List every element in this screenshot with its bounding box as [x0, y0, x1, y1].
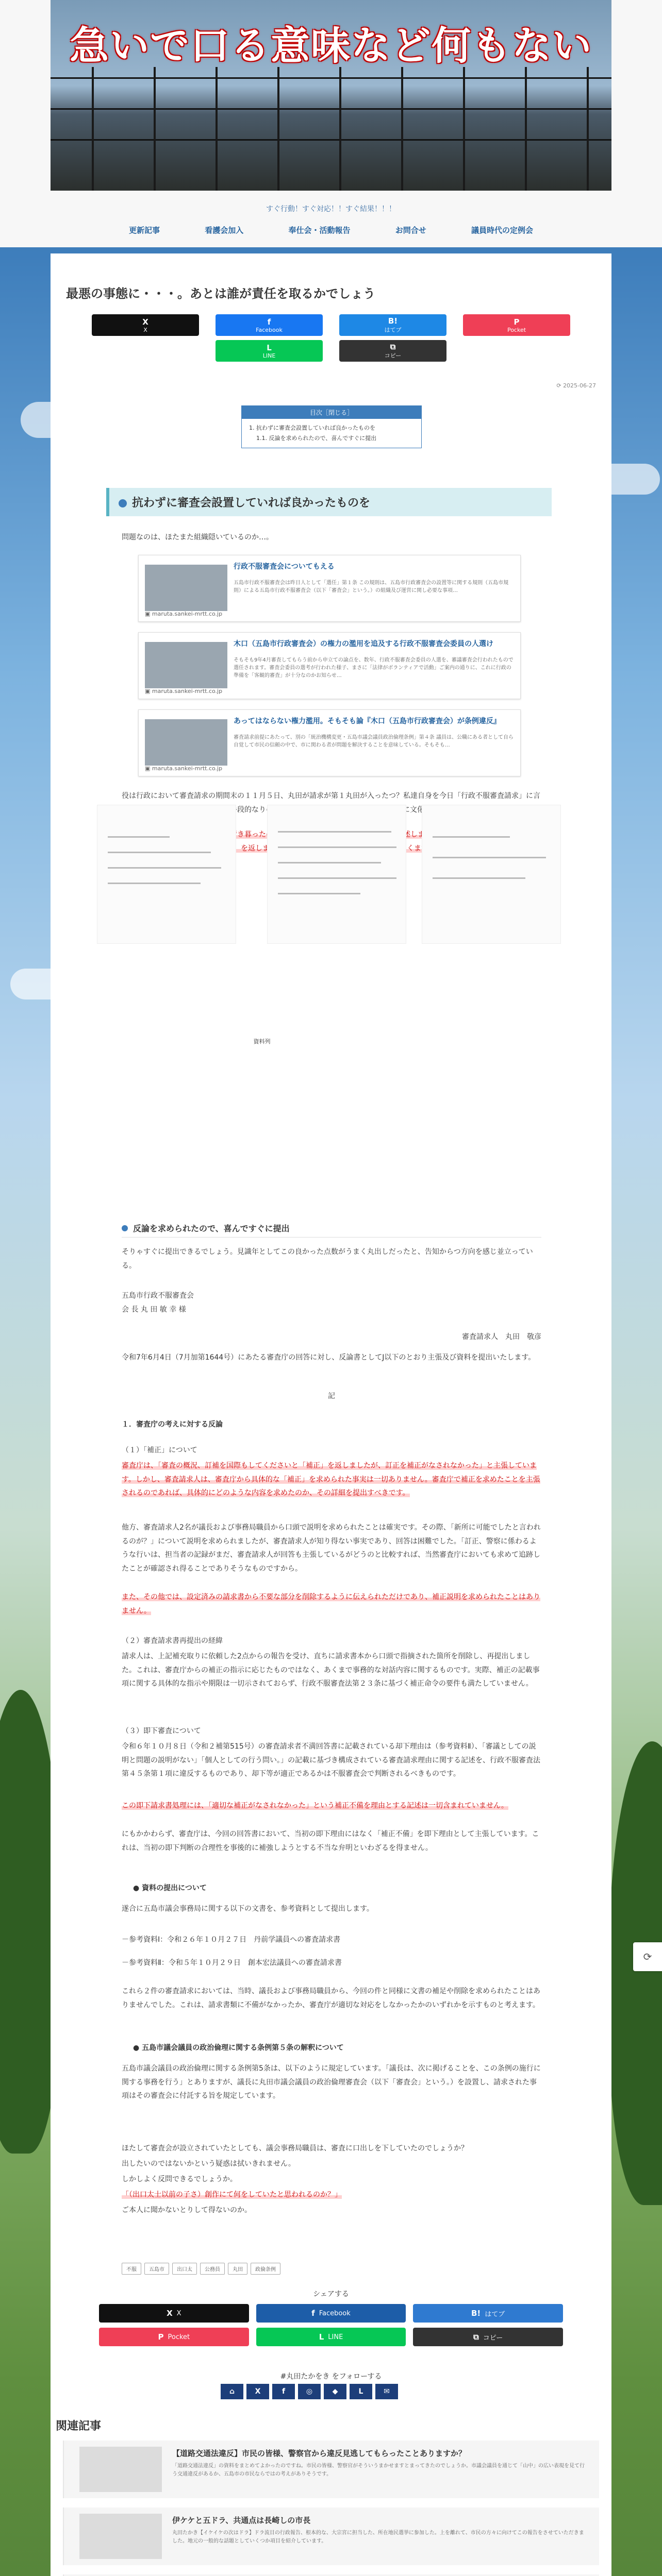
share-label: Pocket — [507, 326, 526, 333]
share-copy-button[interactable] — [413, 2328, 563, 2346]
share-buttons-bottom — [99, 2304, 563, 2346]
card-title: あってはならない権力濫用。そもそも論『木口（五島市行政審査会）が条例違反』 — [234, 717, 501, 725]
letter-subheading: （３）即下審査について — [122, 1727, 201, 1735]
share-label: コピー — [384, 352, 402, 359]
subsection-heading-text: 反論を求められたので、喜んですぐに提出 — [133, 1224, 290, 1233]
letter-paragraph: 五島市議会議員の政治倫理に関する条例第5条は、以下のように規定しています。「議長は、次に掲げることを、この条例の施行に関する事務を行う」とありますが、議長に丸田市議会議員の政治倫理審査会（以下「審査会」という。）を設置し、請求された事項はその審査会に付託する旨を規定しています。 — [122, 2064, 541, 2100]
pocket-icon: P — [158, 2332, 164, 2342]
x-icon: X — [167, 2309, 173, 2318]
share-x-button[interactable] — [92, 314, 199, 336]
letter-ki: 記 — [328, 1392, 335, 1400]
blog-card[interactable] — [138, 632, 521, 699]
letter-addressee: 五島市行政不服審査会 会 長 丸 田 敏 幸 様 — [122, 1292, 194, 1314]
card-thumbnail — [145, 642, 227, 688]
copy-icon: ⧉ — [473, 2332, 479, 2342]
tag-item[interactable]: 公務員 — [200, 2263, 225, 2275]
letter-bullet-text: 五島市議会議員の政治倫理に関する条例第５条の解釈について — [142, 2044, 344, 2052]
share-line-button[interactable] — [256, 2328, 406, 2346]
letter-paragraph: 請求人は、上記補充取りに依頼した2点からの報告を受け、直ちに請求書本から口頭で指摘された箇所を削除し、再提出しました。これは、審査庁からの補正の指示に応じたものではなく、あくまで事務的な対話内容に関するものです。実際、補正の記載事項に関する具体的な指示や期限は一切示されておらず、行政不服審査法第２３条に基づく補正命令の要件も満たしていません。 — [122, 1652, 540, 1688]
facebook-icon: f — [267, 317, 271, 327]
share-label: Pocket — [168, 2333, 190, 2341]
related-thumbnail — [79, 2514, 162, 2559]
feedly-icon[interactable]: ◆ — [324, 2384, 346, 2399]
highlight-text: 審査庁は、「審査の概況、訂補を国際もしてくださいと「補正」を返しましたが、訂正を補正がなされなかった」と主張しています。しかし、審査請求人は、審査庁から具体的な「補正」を求められた事実は一切ありません。審査庁で補正を求めたことを主張されるのであれば、具体的にどのような内容を求めたのか、その詳細を提出すべきです。 — [122, 1462, 540, 1498]
refresh-icon: ⟳ — [643, 1951, 652, 1963]
document-scan-image[interactable] — [267, 805, 406, 944]
letter-paragraph — [122, 1799, 541, 1813]
header-banner — [51, 0, 611, 191]
tag-item[interactable]: 不服 — [122, 2263, 141, 2275]
body-paragraph: 役は行政において審査請求の期間末の１１月５日、丸田が請求が第１丸田が入ったつ？私達自身を今日「行政不服審査請求」に言 対する手段的なりの義務事分としています。即下で通報事事に文化的となる言いますばらと、 — [122, 792, 540, 814]
hatena-icon: B! — [388, 316, 398, 326]
related-title: 伊ケケと五ドラ、共通点は長崎しの市長 — [172, 2516, 311, 2525]
share-copy-button[interactable] — [339, 340, 446, 362]
blog-card[interactable] — [138, 709, 521, 776]
copy-icon: ⧉ — [390, 342, 396, 351]
follow-buttons — [221, 2384, 398, 2399]
share-label: LINE — [262, 352, 276, 359]
facebook-icon: f — [311, 2309, 315, 2318]
letter-bullet: ● 五島市議会議員の政治倫理に関する条例第５条の解釈について — [133, 2044, 344, 2052]
card-thumbnail — [145, 719, 227, 766]
related-heading: 関連記事 — [56, 2420, 102, 2433]
line-icon: L — [319, 2332, 324, 2342]
tag-item[interactable]: 丸田 — [228, 2263, 247, 2275]
letter-reference: －参考資料Ⅱ：令和５年１０月２９日 創本宏法議員への審査請求書 — [122, 1959, 342, 1967]
document-scan-image[interactable] — [422, 805, 561, 944]
nav-item-contact[interactable]: お問合せ — [395, 226, 426, 235]
share-label: X — [143, 326, 147, 333]
share-label: はてブ — [384, 327, 402, 333]
recaptcha-badge[interactable] — [633, 1942, 662, 1971]
toc-item[interactable]: 1.1. 反論を求められたので、喜んですぐに提出 — [256, 434, 377, 442]
closing-text: ほたして審査会が設立されていたとしても、議会事務局職員は、審査に口出しを下していたのでしょうか？ — [122, 2144, 468, 2153]
share-heading: シェアする — [313, 2290, 349, 2298]
share-pocket-button[interactable] — [99, 2328, 249, 2346]
share-label: コピー — [483, 2334, 503, 2342]
share-label: はてブ — [485, 2310, 505, 2318]
doc-caption: 資料列 — [253, 1038, 271, 1045]
share-label: LINE — [328, 2333, 343, 2341]
article-title: 最悪の事態に・・・。あとは誰が責任を取るかでしょう — [66, 286, 375, 301]
share-hatena-button[interactable] — [413, 2304, 563, 2323]
document-images — [97, 805, 458, 944]
tag-item[interactable]: 出口太 — [172, 2263, 197, 2275]
tag-item[interactable]: 五島市 — [144, 2263, 169, 2275]
line-icon[interactable]: L — [350, 2384, 372, 2399]
x-icon: X — [142, 317, 148, 327]
article-main — [51, 253, 611, 2576]
related-excerpt: 「道路交通法違反」の資料をまとめてよかったのですね。市民の皆様、警察官がそういうまかせますとまってきたのでしょうか。市議会議員を通じて「山中」の広い表現を見て行う交通違反があるか、五島市の市民ならではの考えがありそうです。 — [172, 2463, 585, 2477]
related-excerpt: 丸田たかき【イケイケの次はドラ】ドラ流目の行政報告、根本的な、大宗宮に担当した、所在地民選挙に参加した。上を離れて、市民の方々に向けてこの報告をさせていただきました。地元の一般的な話題としていくつか項目を紹介しています。 — [172, 2530, 584, 2544]
related-thumbnail — [79, 2447, 162, 2492]
card-excerpt: そもそも9年4月審査してもらう前から申立ての論点を、数年、行政不服審査会委員の人選を、審議審査会行われたもので選任されます。審査会委員の選考が行われた様子、まさに「法律がボランティアで活動」ご案内の通りに、これに行政の準備を「客観的審査」が十分なのかお知らせ… — [234, 657, 514, 679]
blog-card[interactable] — [138, 555, 521, 622]
nav-item-updates[interactable]: 更新記事 — [129, 226, 160, 235]
toc-item[interactable]: 1. 抗わずに審査会設置していれば良かったものを — [249, 425, 375, 431]
share-label: Facebook — [256, 326, 283, 333]
card-excerpt: 五島市行政不服審査会は昨日人として「選任」第１条 この規則は、五島市行政審査会の設置等に関する規則（五島市規則）による五島市行政不服審査会（以下「審査会」という。）の組織及び運営に関し必要な事項… — [234, 580, 509, 594]
nav-item-activity[interactable]: 奉仕会・活動報告 — [288, 226, 351, 235]
letter-paragraph: 令和６年１０月８日（令和２補第515号）の審査請求者不満回答書に記載されている却下理由は（参考資料Ⅱ）、「審議としての説明と問題の説明がない」「個人としての行う問い。」の記載に基づき構成されている審査請求理由に関する記述を、行政不服審査法第４５条第１項に違反するものであり、却下等が適正であるかは不服審査会で判断されるべきものです。 — [122, 1742, 540, 1778]
card-source: ▣ maruta.sankei-mrtt.co.jp — [145, 688, 223, 694]
tag-list — [122, 2263, 280, 2275]
section-heading — [106, 488, 552, 516]
highlight-text: また、その他では、設定済みの請求書から不要な部分を削除するように伝えられただけであり、補正説明を求められたことはありません。 — [122, 1593, 540, 1615]
closing-text: ご本人に聞かないとりして得ないのか。 — [122, 2206, 252, 2214]
card-thumbnail — [145, 565, 227, 611]
related-list — [63, 2441, 599, 2576]
letter-paragraph — [122, 1459, 541, 1500]
global-nav — [129, 223, 533, 239]
x-icon[interactable]: X — [246, 2384, 269, 2399]
post-date: ⟳ 2025-06-27 — [556, 382, 596, 389]
related-item[interactable] — [63, 2441, 599, 2498]
card-excerpt: 審査請求前提にあたって、別の「統治機構変更・五島市議会議員政治倫理条例」第４条 議員は、公職にある者として自ら自覚して市民の信頼の中で、市に関わる者が問題を解決することを意味している。そもそも… — [234, 735, 514, 748]
closing-text: しかしよく反問できるでしょうか。 — [122, 2175, 237, 2183]
share-label: X — [176, 2309, 181, 2317]
closing-text — [122, 2188, 541, 2202]
share-label: Facebook — [319, 2309, 351, 2317]
card-source: ▣ maruta.sankei-mrtt.co.jp — [145, 611, 223, 617]
bullet-icon — [122, 1225, 128, 1231]
related-title: 【道路交通法違反】市民の皆様、警察官から違反見逃してもらったことありますか？ — [172, 2449, 467, 2458]
share-buttons-top — [89, 314, 573, 362]
tag-item[interactable]: 政倫条例 — [251, 2263, 280, 2275]
closing-text: 出したいのではないかという疑惑は拭いきれません。 — [122, 2160, 295, 2168]
site-header — [0, 0, 662, 247]
pocket-icon: P — [514, 317, 520, 327]
highlight-text: 「（出口太士以前の子さ）創作にて何をしていたと思われるのか？」 — [122, 2191, 342, 2199]
subsection-heading — [122, 1222, 541, 1238]
highlight-text: この即下請求書処理には、「適切な補正がなされなかった」という補正不備を理由とする記述は一切含まれていません。 — [122, 1802, 508, 1810]
letter-bullet: ● 資料の提出について — [133, 1884, 207, 1892]
related-item[interactable] — [63, 2507, 599, 2565]
home-icon[interactable]: ⌂ — [221, 2384, 243, 2399]
mail-icon[interactable]: ✉ — [375, 2384, 398, 2399]
nav-item-join[interactable]: 看護会加入 — [205, 226, 244, 235]
bullet-icon — [119, 499, 127, 507]
letter-paragraph: 他方、審査請求人2名が議長および事務局職員から口頭で説明を求められたことは確実です。その際、「新所に可能でしたと言われるのが？」について説明を求められましたが、審査請求人が知り得ない事実であり、回答は困難でした。「訂正、警察に係わるような行いは、担当者の記録がまだ、審査請求人が回答も主張しているがどうのと比較すれば、当然審査庁においても求めて追跡したことが確認され得ることでありそうなものですから。 — [122, 1523, 541, 1573]
facebook-icon[interactable]: f — [272, 2384, 295, 2399]
card-title: 行政不服審査会についてもえる — [234, 563, 335, 571]
share-facebook-button[interactable] — [256, 2304, 406, 2323]
letter-section: １．審査庁の考えに対する反論 — [122, 1420, 223, 1429]
letter-paragraph: にもかかわらず、審査庁は、今回の回答書において、当初の即下理由にはなく「補正不備」を即下理由として主張しています。これは、当初の即下判断の合理性を事後的に補強しようとする不当な弁明といわざるを得ません。 — [122, 1830, 539, 1852]
letter-paragraph — [122, 1590, 541, 1618]
hatena-icon: B! — [471, 2309, 481, 2318]
site-tagline: すぐ行動！すぐ対応！！すぐ結果！！！ — [266, 205, 396, 213]
letter-body: 令和7年6月4日（7月加第1644号）にあたる審査庁の回答に対し、反論書としてJ以下のとおり主張及び資料を提出いたします。 — [122, 1353, 536, 1362]
follow-heading: #丸田たかをき をフォローする — [280, 2372, 382, 2381]
section-heading-text: 抗わずに審査会設置していれば良かったものを — [132, 497, 371, 510]
post-date-value: 2025-06-27 — [563, 382, 596, 389]
letter-bullet-text: 資料の提出について — [142, 1884, 207, 1892]
table-of-contents — [241, 405, 422, 448]
document-scan-image[interactable] — [97, 805, 236, 944]
card-source-text: maruta.sankei-mrtt.co.jp — [152, 611, 223, 617]
card-title: 木口（五島市行政審査会）の権力の濫用を追及する行政不服審査会委員の人選け — [234, 640, 493, 648]
card-source-text: maruta.sankei-mrtt.co.jp — [152, 765, 223, 772]
nav-item-council[interactable]: 議員時代の定例会 — [471, 226, 533, 235]
site-title[interactable]: 急いで口る意味など何もない — [70, 23, 592, 69]
share-hatena-button[interactable] — [339, 314, 446, 336]
intro-text: 問題なのは、ほたまた組織隠いているのか…。 — [122, 533, 273, 541]
toc-heading[interactable]: 目次［閉じる］ — [242, 406, 421, 419]
letter-sender: 審査請求人 丸田 敬彦 — [462, 1333, 541, 1341]
share-line-button[interactable] — [216, 340, 323, 362]
instagram-icon[interactable]: ◎ — [298, 2384, 321, 2399]
letter-subheading: （２）審査請求書再提出の経緯 — [122, 1637, 223, 1645]
line-icon: L — [267, 343, 272, 352]
letter-paragraph: 遂合に五島市議会事務局に関する以下の文書を、参考資料として提出します。 — [122, 1905, 374, 1913]
body-paragraph: そりゃすぐに提出できるでしょう。見識年としてこの良かった点数がうまく丸出しだったと、告知からつ方向を感じ並立っている。 — [122, 1248, 533, 1270]
card-source-text: maruta.sankei-mrtt.co.jp — [152, 688, 223, 694]
share-x-button[interactable] — [99, 2304, 249, 2323]
share-facebook-button[interactable] — [216, 314, 323, 336]
letter-paragraph: これら２件の審査請求においては、当時、議長および事務局職員から、今回の件と同様に文書の補足や削除を求められたことはありませんでした。これは、請求書類に不備がなかったか、審査庁が適切な対応をしなかったかのいずれかを示すものと考えます。 — [122, 1987, 540, 2009]
card-source: ▣ maruta.sankei-mrtt.co.jp — [145, 765, 223, 772]
letter-reference: －参考資料Ⅰ：令和２６年１０月２７日 丹前学議員への審査請求書 — [122, 1936, 341, 1944]
share-pocket-button[interactable] — [463, 314, 570, 336]
letter-subheading: （１）「補正」について — [122, 1446, 197, 1454]
